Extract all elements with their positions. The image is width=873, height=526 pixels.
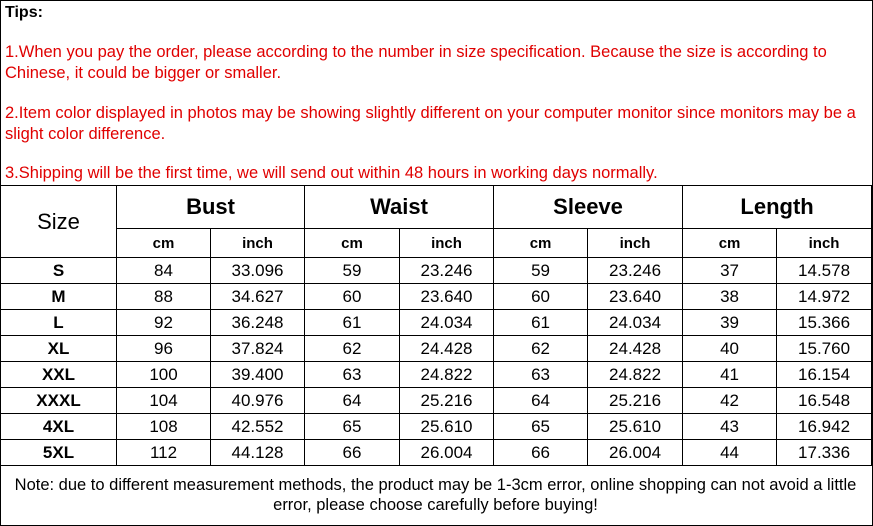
sleeve-cm-header: cm (494, 229, 588, 258)
measurement-cell: 33.096 (211, 258, 305, 284)
measurement-cell: 100 (117, 362, 211, 388)
measurement-cell: 65 (494, 414, 588, 440)
measurement-cell: 43 (683, 414, 777, 440)
size-label: S (1, 258, 117, 284)
measurement-cell: 59 (305, 258, 400, 284)
measurement-cell: 36.248 (211, 310, 305, 336)
measurement-cell: 38 (683, 284, 777, 310)
table-row (1, 336, 872, 362)
table-row (1, 310, 872, 336)
measurement-cell: 16.154 (777, 362, 872, 388)
waist-inch-header: inch (400, 229, 494, 258)
measurement-cell: 23.640 (400, 284, 494, 310)
measurement-cell: 37.824 (211, 336, 305, 362)
waist-header: Waist (305, 186, 494, 229)
measurement-cell: 39 (683, 310, 777, 336)
measurement-cell: 26.004 (400, 440, 494, 466)
size-label: 5XL (1, 440, 117, 466)
measurement-cell: 63 (494, 362, 588, 388)
size-label: XL (1, 336, 117, 362)
measurement-cell: 92 (117, 310, 211, 336)
measurement-cell: 41 (683, 362, 777, 388)
table-row (1, 258, 872, 284)
size-label: L (1, 310, 117, 336)
measurement-cell: 60 (305, 284, 400, 310)
measurement-cell: 66 (494, 440, 588, 466)
size-label: XXL (1, 362, 117, 388)
measurement-cell: 108 (117, 414, 211, 440)
tip-2: 2.Item color displayed in photos may be showing slightly different on your computer monitor since monitors may be a slight color difference. (5, 104, 856, 143)
measurement-cell: 23.246 (588, 258, 683, 284)
measurement-cell: 65 (305, 414, 400, 440)
measurement-cell: 24.428 (588, 336, 683, 362)
measurement-cell: 62 (494, 336, 588, 362)
measurement-cell: 24.034 (588, 310, 683, 336)
length-cm-header: cm (683, 229, 777, 258)
measurement-cell: 37 (683, 258, 777, 284)
measurement-cell: 60 (494, 284, 588, 310)
measurement-cell: 24.822 (400, 362, 494, 388)
tips-title: Tips: (5, 4, 43, 21)
measurement-cell: 25.610 (400, 414, 494, 440)
measurement-cell: 40.976 (211, 388, 305, 414)
measurement-cell: 61 (494, 310, 588, 336)
measurement-cell: 25.610 (588, 414, 683, 440)
measurement-cell: 62 (305, 336, 400, 362)
measurement-cell: 61 (305, 310, 400, 336)
measurement-cell: 16.942 (777, 414, 872, 440)
bust-inch-header: inch (211, 229, 305, 258)
measurement-cell: 23.246 (400, 258, 494, 284)
size-table-body (1, 258, 872, 466)
measurement-cell: 23.640 (588, 284, 683, 310)
sleeve-header: Sleeve (494, 186, 683, 229)
measurement-cell: 64 (305, 388, 400, 414)
measurement-cell: 17.336 (777, 440, 872, 466)
size-column-header: Size (1, 186, 117, 258)
measurement-cell: 16.548 (777, 388, 872, 414)
size-table (0, 185, 872, 466)
table-row (1, 284, 872, 310)
size-label: XXXL (1, 388, 117, 414)
bust-header: Bust (117, 186, 305, 229)
measurement-cell: 24.034 (400, 310, 494, 336)
tip-3: 3.Shipping will be the first time, we will send out within 48 hours in working days normally. (5, 164, 658, 182)
waist-cm-header: cm (305, 229, 400, 258)
table-row (1, 388, 872, 414)
measurement-cell: 42 (683, 388, 777, 414)
tip-1: 1.When you pay the order, please according to the number in size specification. Because the size is according to Chinese, it could be bigger or smaller. (5, 43, 827, 82)
size-label: M (1, 284, 117, 310)
measurement-cell: 40 (683, 336, 777, 362)
table-row (1, 414, 872, 440)
measurement-cell: 14.972 (777, 284, 872, 310)
measurement-cell: 59 (494, 258, 588, 284)
tips-section (0, 0, 871, 185)
measurement-cell: 25.216 (588, 388, 683, 414)
measurement-cell: 66 (305, 440, 400, 466)
measurement-note: Note: due to different measurement methods, the product may be 1-3cm error, online shopping can not avoid a little error, please choose carefully before buying! (14, 476, 857, 514)
bust-cm-header: cm (117, 229, 211, 258)
table-row (1, 362, 872, 388)
measurement-cell: 44.128 (211, 440, 305, 466)
measurement-cell: 26.004 (588, 440, 683, 466)
measurement-cell: 34.627 (211, 284, 305, 310)
measurement-cell: 15.366 (777, 310, 872, 336)
measurement-cell: 24.428 (400, 336, 494, 362)
measurement-cell: 42.552 (211, 414, 305, 440)
measurement-cell: 25.216 (400, 388, 494, 414)
measurement-cell: 84 (117, 258, 211, 284)
length-header: Length (683, 186, 872, 229)
measurement-cell: 104 (117, 388, 211, 414)
size-label: 4XL (1, 414, 117, 440)
measurement-cell: 112 (117, 440, 211, 466)
measurement-cell: 64 (494, 388, 588, 414)
measurement-cell: 44 (683, 440, 777, 466)
measurement-cell: 24.822 (588, 362, 683, 388)
measurement-cell: 96 (117, 336, 211, 362)
sleeve-inch-header: inch (588, 229, 683, 258)
measurement-cell: 15.760 (777, 336, 872, 362)
measurement-cell: 14.578 (777, 258, 872, 284)
measurement-cell: 63 (305, 362, 400, 388)
table-row (1, 440, 872, 466)
measurement-cell: 39.400 (211, 362, 305, 388)
measurement-cell: 88 (117, 284, 211, 310)
length-inch-header: inch (777, 229, 872, 258)
